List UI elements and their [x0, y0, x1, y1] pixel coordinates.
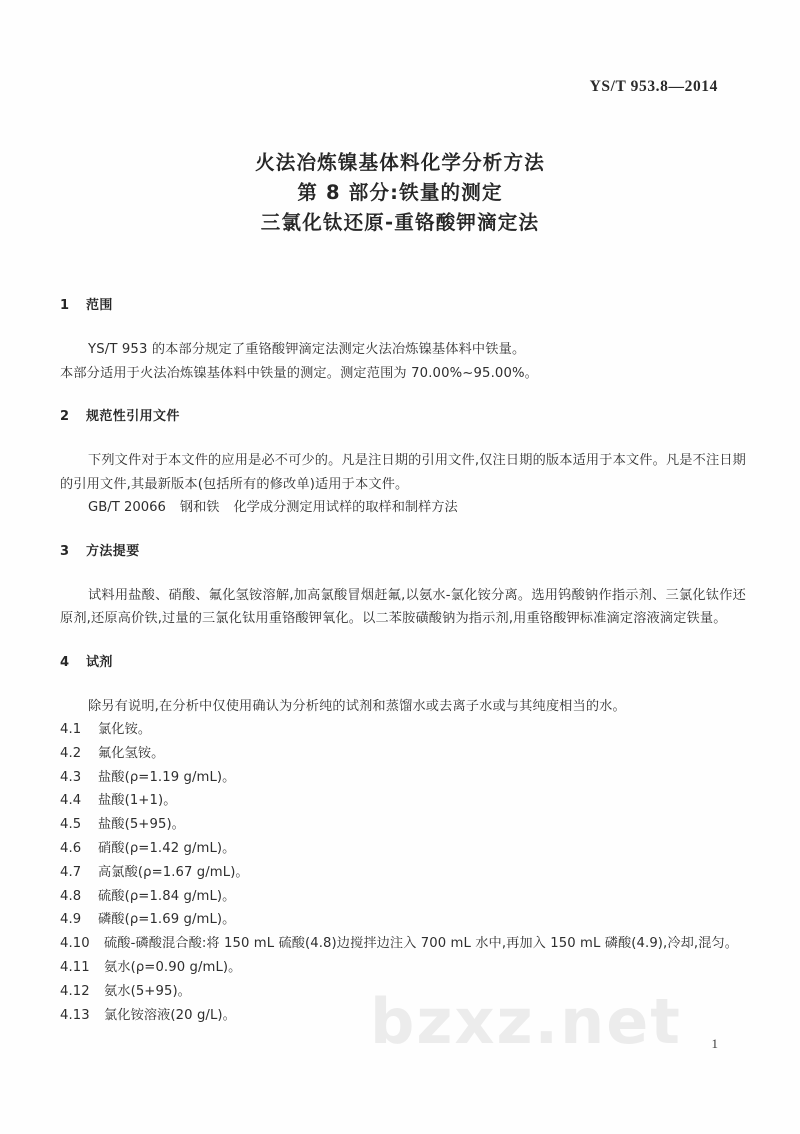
spacer [60, 520, 746, 542]
reagent-item [60, 837, 746, 861]
page-number: 1 [711, 1036, 718, 1051]
reagent-index: 4.10 [60, 936, 90, 952]
document-body [60, 296, 746, 1027]
reagent-item [60, 932, 746, 956]
reagent-item [60, 908, 746, 932]
section-1-number: 1 [60, 298, 70, 313]
reagent-text: 盐酸(1+1)。 [98, 793, 177, 809]
normative-reference-entry [60, 496, 746, 520]
reagent-item [60, 885, 746, 909]
spacer [60, 631, 746, 653]
reagent-text: 磷酸(ρ=1.69 g/mL)。 [98, 912, 236, 928]
section-1-paragraph-2: 本部分适用于火法冶炼镍基体料中铁量的测定。测定范围为 70.00%~95.00%。 [60, 365, 539, 381]
spacer [60, 385, 746, 407]
section-4-title: 试剂 [86, 654, 113, 670]
reagent-item [60, 813, 746, 837]
reagent-text: 氯化铵溶液(20 g/L)。 [104, 1007, 236, 1023]
reagent-item [60, 718, 746, 742]
reagent-item [60, 766, 746, 790]
reagent-text: 盐酸(5+95)。 [98, 817, 185, 833]
reagent-index: 4.6 [60, 840, 82, 856]
title-line-1: 火法冶炼镍基体料化学分析方法 [255, 151, 545, 174]
section-3 [60, 542, 746, 631]
reagent-index: 4.9 [60, 912, 82, 928]
title-line-2: 第 8 部分:铁量的测定 [297, 181, 503, 204]
section-4 [60, 653, 746, 1028]
reagent-index: 4.12 [60, 983, 90, 999]
section-3-title: 方法提要 [86, 543, 140, 559]
section-4-paragraph-1: 除另有说明,在分析中仅使用确认为分析纯的试剂和蒸馏水或去离子水或与其纯度相当的水。 [88, 698, 626, 714]
reagent-index: 4.13 [60, 1007, 90, 1023]
reagent-index: 4.8 [60, 888, 82, 904]
section-4-number: 4 [60, 654, 70, 670]
reagent-text: 氯化铵。 [98, 722, 152, 737]
reagent-index: 4.3 [60, 769, 82, 785]
section-1 [60, 296, 746, 385]
reference-code: GB/T 20066 [88, 500, 166, 515]
section-2-paragraph-1: 下列文件对于本文件的应用是必不可少的。凡是注日期的引用文件,仅注日期的版本适用于本文件。凡是不注日期的引用文件,其最新版本(包括所有的修改单)适用于本文件。 [60, 453, 746, 492]
section-3-paragraph-1: 试料用盐酸、硝酸、氟化氢铵溶解,加高氯酸冒烟赶氟,以氨水-氯化铵分离。选用钨酸钠作指示剂、三氯化钛作还原剂,还原高价铁,过量的三氯化钛用重铬酸钾氧化。以二苯胺磺酸钠为指示剂,用重铬酸钾标准滴定溶液滴定铁量。 [60, 587, 746, 626]
reagent-index: 4.5 [60, 817, 82, 833]
reagent-text: 硝酸(ρ=1.42 g/mL)。 [98, 840, 236, 856]
reagent-index: 4.1 [60, 722, 82, 737]
reagent-text: 高氯酸(ρ=1.67 g/mL)。 [98, 864, 249, 880]
reagent-text: 氨水(5+95)。 [104, 983, 191, 999]
reagent-item [60, 742, 746, 766]
reagent-index: 4.11 [60, 959, 90, 975]
reagent-item [60, 980, 746, 1004]
reagent-item [60, 1004, 746, 1028]
section-2-heading [60, 407, 746, 427]
section-4-heading [60, 653, 746, 673]
reagent-text: 硫酸-磷酸混合酸:将 150 mL 硫酸(4.8)边搅拌边注入 700 mL 水中,再加入 150 mL 磷酸(4.9),冷却,混匀。 [104, 936, 739, 952]
site-watermark: bzxz.net [370, 985, 682, 1058]
reagent-index: 4.7 [60, 864, 82, 880]
reagent-text: 氨水(ρ=0.90 g/mL)。 [104, 959, 242, 975]
section-2 [60, 407, 746, 520]
section-2-number: 2 [60, 409, 70, 424]
section-1-heading [60, 296, 746, 316]
title-line-3: 三氯化钛还原-重铬酸钾滴定法 [260, 211, 540, 234]
section-2-title: 规范性引用文件 [86, 409, 180, 424]
reagent-index: 4.2 [60, 745, 82, 761]
document-title-block [0, 148, 800, 238]
reagent-item [60, 956, 746, 980]
section-3-heading [60, 542, 746, 562]
reagent-text: 盐酸(ρ=1.19 g/mL)。 [98, 769, 236, 785]
section-1-paragraph-1: YS/T 953 的本部分规定了重铬酸钾滴定法测定火法冶炼镍基体料中铁量。 [88, 342, 526, 357]
reference-name: 钢和铁 [179, 500, 220, 515]
standard-number-header: YS/T 953.8—2014 [589, 78, 718, 95]
section-3-number: 3 [60, 543, 70, 559]
reagent-index: 4.4 [60, 793, 82, 809]
reagent-item [60, 789, 746, 813]
reference-subject: 化学成分测定用试样的取样和制样方法 [233, 500, 458, 515]
reagent-text: 氟化氢铵。 [98, 745, 165, 761]
reagent-item [60, 861, 746, 885]
reagent-text: 硫酸(ρ=1.84 g/mL)。 [98, 888, 236, 904]
section-1-title: 范围 [86, 298, 113, 313]
